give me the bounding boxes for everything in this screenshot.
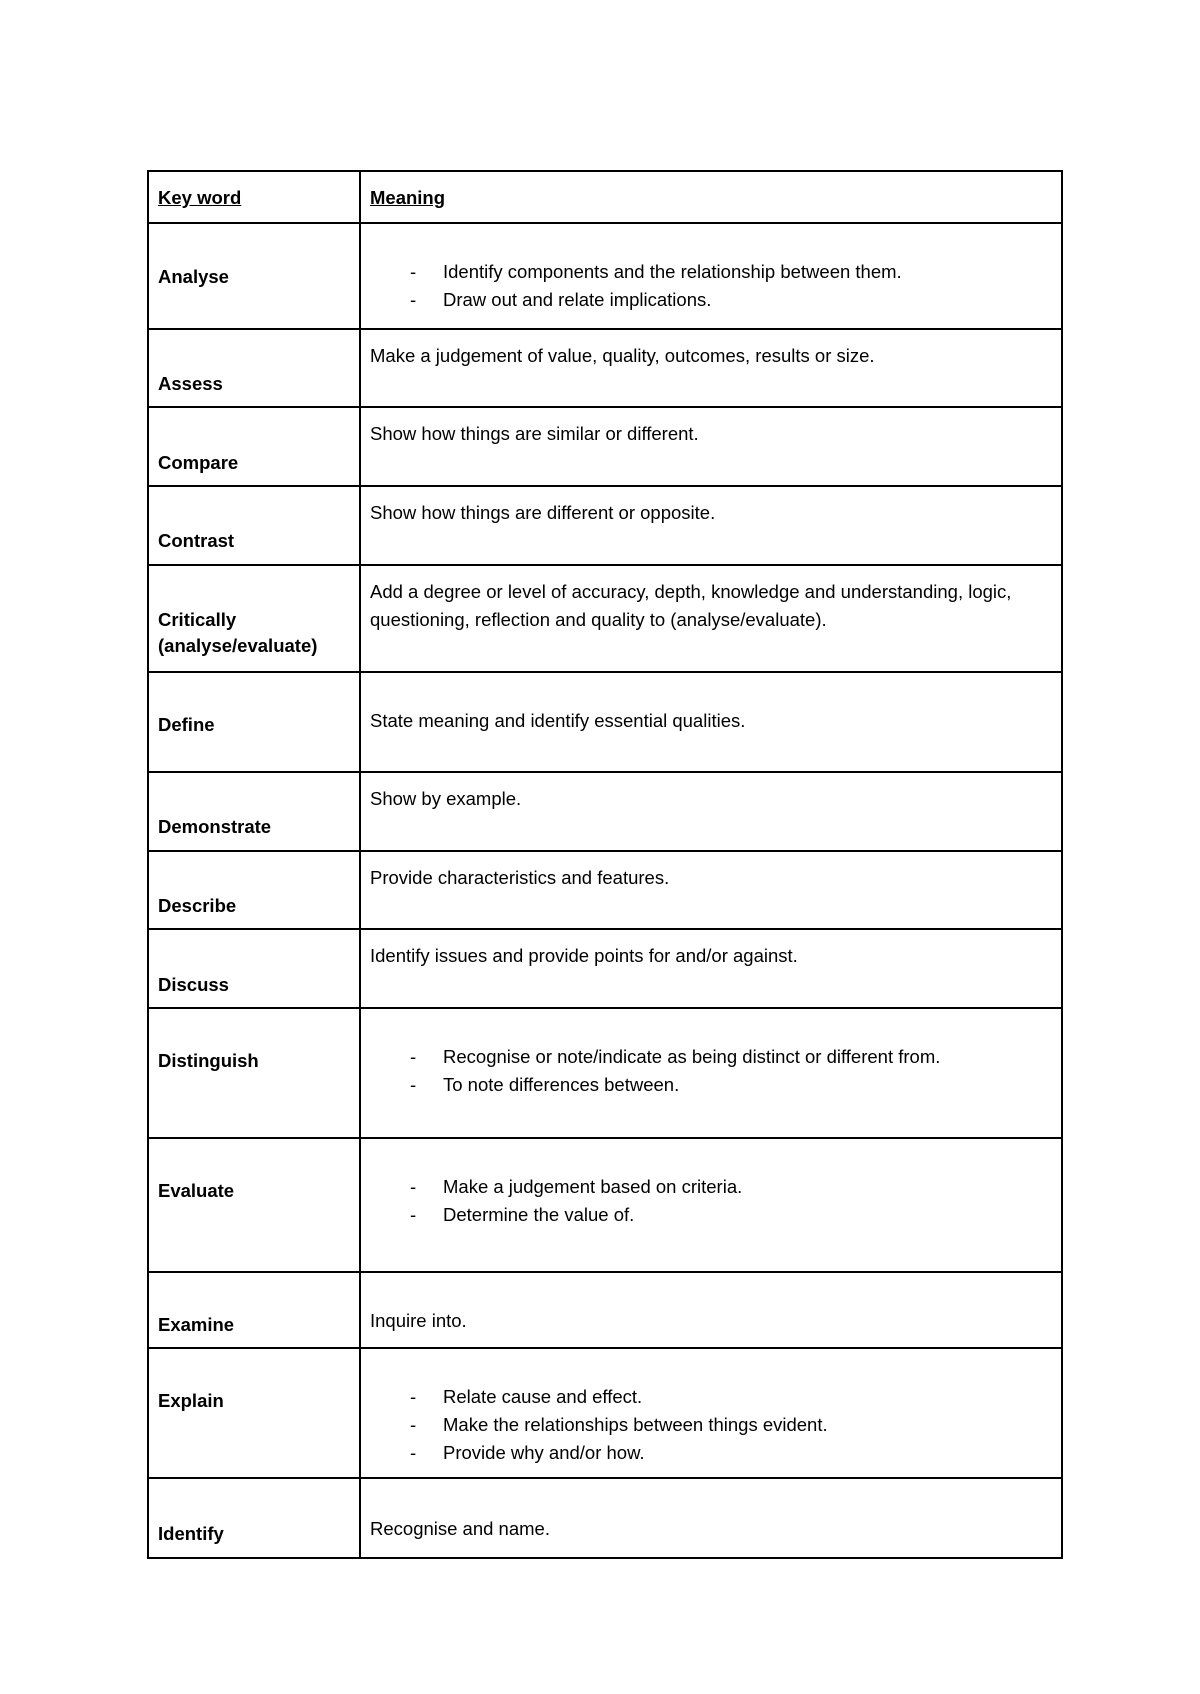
list-item: - Determine the value of. bbox=[370, 1201, 1051, 1229]
meaning-list bbox=[370, 1173, 1051, 1229]
meaning-text: Add a degree or level of accuracy, depth, knowledge and understanding, logic, questioning, reflection and quality to (analyse/evaluate). bbox=[370, 581, 1012, 630]
meaning-text: Inquire into. bbox=[370, 1310, 467, 1331]
table-row bbox=[148, 407, 1062, 486]
meaning-cell bbox=[360, 1272, 1062, 1348]
list-item: - Make the relationships between things evident. bbox=[370, 1411, 1051, 1439]
list-item: - Recognise or note/indicate as being distinct or different from. bbox=[370, 1043, 1051, 1071]
meaning-text: Show by example. bbox=[370, 788, 522, 809]
keyword-column-header: Key word bbox=[158, 187, 242, 208]
meaning-text: Make a judgement of value, quality, outcomes, results or size. bbox=[370, 345, 875, 366]
keyword-text: Demonstrate bbox=[158, 816, 272, 837]
list-item: - Identify components and the relationship between them. bbox=[370, 258, 1051, 286]
meaning-text: Show how things are different or opposite. bbox=[370, 502, 716, 523]
keyword-text: Assess bbox=[158, 373, 223, 394]
meaning-text: Provide characteristics and features. bbox=[370, 867, 670, 888]
meaning-cell bbox=[360, 772, 1062, 851]
table-row bbox=[148, 329, 1062, 407]
keyword-text: Identify bbox=[158, 1523, 224, 1544]
keyword-text: Analyse bbox=[158, 266, 229, 287]
keyword-text: Define bbox=[158, 714, 215, 735]
table-row bbox=[148, 1348, 1062, 1478]
table-row bbox=[148, 565, 1062, 672]
keyword-cell bbox=[148, 1272, 360, 1348]
keyword-cell bbox=[148, 772, 360, 851]
meaning-list bbox=[370, 1043, 1051, 1099]
keyword-cell bbox=[148, 565, 360, 672]
table-row bbox=[148, 1138, 1062, 1272]
keyword-cell bbox=[148, 1138, 360, 1272]
keyword-text: Evaluate bbox=[158, 1180, 235, 1201]
keyword-text: Explain bbox=[158, 1390, 224, 1411]
meaning-list bbox=[370, 258, 1051, 314]
keyword-text: Compare bbox=[158, 452, 239, 473]
header-cell-meaning bbox=[360, 171, 1062, 223]
list-item: - Draw out and relate implications. bbox=[370, 286, 1051, 314]
table-row bbox=[148, 1478, 1062, 1558]
list-item: - To note differences between. bbox=[370, 1071, 1051, 1099]
keyword-cell bbox=[148, 1008, 360, 1138]
header-cell-keyword bbox=[148, 171, 360, 223]
list-item: - Make a judgement based on criteria. bbox=[370, 1173, 1051, 1201]
keyword-text: Describe bbox=[158, 895, 237, 916]
list-item: - Provide why and/or how. bbox=[370, 1439, 1051, 1467]
meaning-cell bbox=[360, 929, 1062, 1008]
table-row bbox=[148, 486, 1062, 565]
table-row bbox=[148, 851, 1062, 929]
meaning-text: State meaning and identify essential qualities. bbox=[370, 710, 746, 731]
meaning-cell bbox=[360, 1478, 1062, 1558]
meaning-cell bbox=[360, 1008, 1062, 1138]
meaning-cell bbox=[360, 486, 1062, 565]
meaning-cell bbox=[360, 1138, 1062, 1272]
keyword-text: Distinguish bbox=[158, 1050, 259, 1071]
meaning-cell bbox=[360, 407, 1062, 486]
keyword-text: Critically bbox=[158, 609, 237, 630]
table-row bbox=[148, 1272, 1062, 1348]
meaning-cell bbox=[360, 672, 1062, 772]
table-row bbox=[148, 223, 1062, 329]
meaning-text: Recognise and name. bbox=[370, 1518, 550, 1539]
meaning-cell bbox=[360, 329, 1062, 407]
keyword-cell bbox=[148, 1348, 360, 1478]
keyword-text-line2: (analyse/evaluate) bbox=[158, 635, 318, 656]
meaning-cell bbox=[360, 565, 1062, 672]
meaning-cell bbox=[360, 223, 1062, 329]
meaning-text bbox=[370, 1173, 1051, 1229]
keyword-table bbox=[147, 170, 1063, 1559]
keyword-cell bbox=[148, 407, 360, 486]
keyword-text: Examine bbox=[158, 1314, 235, 1335]
keyword-cell bbox=[148, 929, 360, 1008]
keyword-text: Contrast bbox=[158, 530, 235, 551]
keyword-cell bbox=[148, 329, 360, 407]
keyword-cell bbox=[148, 486, 360, 565]
meaning-cell bbox=[360, 1348, 1062, 1478]
meaning-list bbox=[370, 1383, 1051, 1467]
meaning-text bbox=[370, 1043, 1051, 1099]
meaning-cell bbox=[360, 851, 1062, 929]
keyword-cell bbox=[148, 851, 360, 929]
meaning-text: Identify issues and provide points for and/or against. bbox=[370, 945, 798, 966]
keyword-cell bbox=[148, 223, 360, 329]
table-header-row bbox=[148, 171, 1062, 223]
meaning-column-header: Meaning bbox=[370, 187, 446, 208]
meaning-text bbox=[370, 258, 1051, 314]
meaning-text bbox=[370, 1383, 1051, 1467]
table-row bbox=[148, 1008, 1062, 1138]
keyword-cell bbox=[148, 1478, 360, 1558]
table-row bbox=[148, 672, 1062, 772]
table-row bbox=[148, 929, 1062, 1008]
keyword-text: Discuss bbox=[158, 974, 229, 995]
table-row bbox=[148, 772, 1062, 851]
keyword-cell bbox=[148, 672, 360, 772]
list-item: - Relate cause and effect. bbox=[370, 1383, 1051, 1411]
meaning-text: Show how things are similar or different. bbox=[370, 423, 699, 444]
